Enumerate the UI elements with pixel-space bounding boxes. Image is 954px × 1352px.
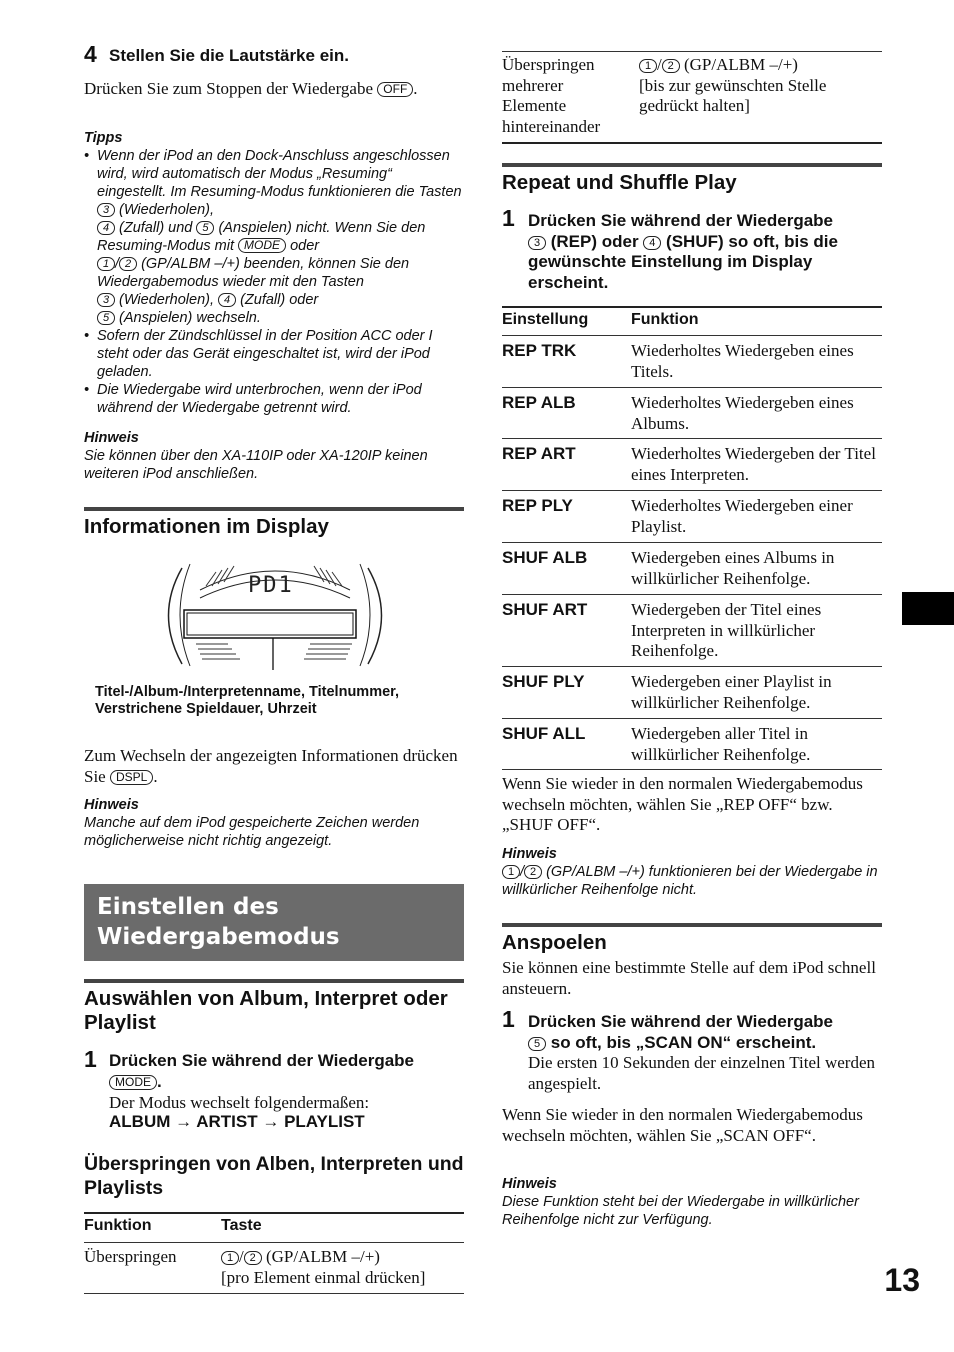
arrow-icon: →	[262, 1112, 280, 1131]
key-1: 1	[97, 257, 115, 271]
section-tab	[902, 592, 954, 625]
setting-cell: SHUF ART	[502, 600, 588, 619]
repeat-after-text: Wenn Sie wieder in den normalen Wiedergabemodus wechseln möchten, wählen Sie „REP OFF“ bzw. „SHUF OFF“.	[502, 774, 863, 834]
seq-album: ALBUM	[109, 1112, 171, 1131]
tip-text: Wenn der iPod an den Dock-Anschluss angeschlossen wird, wird automatisch der Modus „Resuming“ eingestellt. Im Resuming-Modus funktionieren die Tasten	[97, 148, 462, 200]
tip-text: Sofern der Zündschlüssel in der Position ACC oder I steht oder das Gerät eingeschaltet ist, wird der iPod geladen.	[97, 328, 433, 380]
tip-text: (Zufall) und	[119, 220, 193, 236]
note-label: Hinweis	[502, 846, 557, 862]
step-title: Stellen Sie die Lautstärke ein.	[109, 46, 349, 65]
skip-func: Überspringen	[84, 1247, 177, 1266]
display-text-paragraph: Zum Wechseln der angezeigten Informationen drücken Sie DSPL .	[84, 746, 458, 786]
section-rule	[502, 923, 882, 927]
seq-artist: ARTIST	[196, 1112, 258, 1131]
table-row	[502, 542, 882, 594]
skip-multi-text: (GP/ALBM –/+)	[683, 55, 798, 74]
table-row	[502, 490, 882, 542]
banner-line-2: Wiedergabemodus	[97, 924, 340, 950]
tips-list	[84, 147, 464, 417]
key-2: 2	[244, 1251, 262, 1265]
step-title	[528, 211, 882, 293]
skip-multi-func: Überspringen mehrerer Elemente hintereinander	[502, 55, 601, 136]
key-5: 5	[196, 221, 214, 235]
section-title-album: Auswählen von Album, Interpret oder Playlist	[84, 987, 448, 1034]
skip-multi-text2: [bis zur gewünschten Stelle gedrückt halten]	[639, 75, 827, 115]
skip-key-text: (GP/ALBM –/+)	[265, 1247, 380, 1266]
setting-cell: SHUF ALB	[502, 548, 588, 567]
setting-cell: SHUF ALL	[502, 724, 586, 743]
skip-multi-key: 1 / 2 (GP/ALBM –/+) [bis zur gewünschten Stelle gedrückt halten]	[639, 55, 827, 115]
banner-line-1: Einstellen des	[97, 894, 279, 920]
off-key: OFF	[377, 82, 413, 97]
tips-label: Tipps	[84, 130, 123, 146]
chapter-banner	[84, 884, 464, 961]
step-text-body: Drücken Sie zum Stoppen der Wiedergabe	[84, 79, 374, 98]
table-row	[502, 438, 882, 490]
step-number: 1	[84, 1046, 97, 1072]
function-cell: Wiedergeben eines Albums in willkürlicher Reihenfolge.	[631, 548, 835, 588]
key-1: 1	[639, 59, 657, 73]
step-text: Drücken Sie während der Wiedergabe	[528, 1012, 833, 1031]
key-1: 1	[502, 865, 520, 879]
skip-key: 1 / 2 (GP/ALBM –/+) [pro Element einmal drücken]	[221, 1247, 426, 1287]
section-rule	[84, 979, 464, 983]
col-header-taste: Taste	[221, 1217, 262, 1234]
setting-cell: REP TRK	[502, 341, 577, 360]
key-4: 4	[218, 293, 236, 307]
section-rule	[502, 163, 882, 167]
table-rule	[84, 1293, 464, 1294]
step-title	[528, 1012, 882, 1053]
page-number: 13	[884, 1262, 920, 1298]
table-bottom-rule	[502, 142, 882, 144]
key-3: 3	[97, 293, 115, 307]
tip-text: (Zufall) oder	[240, 292, 319, 308]
col-header-funktion: Funktion	[84, 1217, 152, 1234]
seq-playlist: PLAYLIST	[284, 1112, 365, 1131]
section-title-display: Informationen im Display	[84, 515, 329, 538]
section-rule	[84, 507, 464, 511]
tip-text: Die Wiedergabe wird unterbrochen, wenn der iPod während der Wiedergabe getrennt wird.	[97, 382, 422, 416]
function-cell: Wiedergeben der Titel eines Interpreten in willkürlicher Reihenfolge.	[631, 600, 822, 660]
note-text: Sie können über den XA-110IP oder XA-120IP keinen weiteren iPod anschließen.	[84, 448, 428, 482]
tip-text: (Anspielen) wechseln.	[119, 310, 261, 326]
step-number: 4	[84, 41, 97, 67]
step-text: (REP) oder	[550, 231, 639, 251]
table-top-rule	[84, 1212, 464, 1214]
table-row	[502, 335, 882, 387]
key-2: 2	[119, 257, 137, 271]
skip-key-text2: [pro Element einmal drücken]	[221, 1267, 426, 1287]
table-rule	[502, 51, 882, 52]
key-4: 4	[97, 221, 115, 235]
function-cell: Wiederholtes Wiedergeben eines Titels.	[631, 341, 854, 381]
step-text: (SHUF) so oft, bis die gewünschte Einstellung im Display erscheint.	[528, 231, 838, 292]
note-text: 1 / 2 (GP/ALBM –/+) funktionieren bei der Wiedergabe in willkürlicher Reihenfolge nicht.	[502, 864, 878, 898]
table-rule	[84, 1242, 464, 1243]
tip-text: (Wiederholen),	[119, 202, 214, 218]
step-title: Drücken Sie während der Wiedergabe MODE .	[109, 1051, 414, 1091]
key-1: 1	[221, 1251, 239, 1265]
step-title-text: Drücken Sie während der Wiedergabe	[109, 1051, 414, 1070]
table-top-rule	[502, 306, 882, 308]
step-number: 1	[502, 1006, 515, 1032]
function-cell: Wiederholtes Wiedergeben der Titel eines Interpreten.	[631, 444, 876, 484]
step-text: so oft, bis „SCAN ON“ erscheint.	[550, 1032, 817, 1052]
function-cell: Wiedergeben aller Titel in willkürlicher Reihenfolge.	[631, 724, 811, 764]
function-cell: Wiedergeben einer Playlist in willkürlicher Reihenfolge.	[631, 672, 832, 712]
section-title-scan: Anspoelen	[502, 931, 607, 954]
step-text: Drücken Sie zum Stoppen der Wiedergabe OFF .	[84, 79, 418, 98]
table-row	[502, 666, 882, 718]
tip-item: • Wenn der iPod an den Dock-Anschluss angeschlossen wird, wird automatisch der Modus „Resuming“ eingestellt. Im Resuming-Modus funktionieren die Tasten 3 (Wiederholen), 4 (Zufall) und 5 (Anspielen) nicht. Wenn Sie den Resuming-Modus mit MODE oder 1 / 2 (GP/ALBM –/+) beenden, können Sie den Wiedergabemodus wieder mit den Tasten 3 (Wiederholen), 4 (Zufall) oder 5 (Anspielen) wechseln.	[84, 147, 464, 327]
setting-cell: REP ART	[502, 444, 576, 463]
display-illustration	[160, 560, 390, 670]
note-text: Diese Funktion steht bei der Wiedergabe in willkürlicher Reihenfolge nicht zur Verfügung.	[502, 1194, 859, 1228]
step-number: 1	[502, 205, 515, 231]
table-row	[502, 718, 882, 770]
arrow-icon: →	[175, 1112, 193, 1131]
table-row	[502, 594, 882, 666]
tip-text: oder	[290, 238, 320, 254]
key-3: 3	[97, 203, 115, 217]
display-text: PD1	[248, 573, 294, 598]
display-paragraph-body: Zum Wechseln der angezeigten Informationen drücken Sie	[84, 746, 458, 786]
table-row	[502, 387, 882, 438]
dspl-key: DSPL	[110, 770, 153, 785]
tip-item	[84, 327, 464, 381]
tip-text: (Wiederholen),	[119, 292, 214, 308]
step-text: Drücken Sie während der Wiedergabe	[528, 211, 833, 230]
function-cell: Wiederholtes Wiedergeben einer Playlist.	[631, 496, 853, 536]
setting-cell: SHUF PLY	[502, 672, 585, 691]
key-5: 5	[528, 1037, 546, 1051]
col-header-funktion: Funktion	[631, 311, 699, 328]
note-label: Hinweis	[84, 797, 139, 813]
key-3: 3	[528, 236, 546, 250]
key-2: 2	[662, 59, 680, 73]
tip-text: (Anspielen) nicht. Wenn Sie den Resuming-Modus mit	[97, 220, 426, 254]
setting-cell: REP ALB	[502, 393, 576, 412]
display-caption: Titel-/Album-/Interpretenname, Titelnummer, Verstrichene Spieldauer, Uhrzeit	[95, 684, 400, 717]
note-label: Hinweis	[502, 1176, 557, 1192]
key-4: 4	[643, 236, 661, 250]
col-header-einstellung: Einstellung	[502, 311, 589, 328]
setting-cell: REP PLY	[502, 496, 573, 515]
mode-text: Der Modus wechselt folgendermaßen:	[109, 1093, 370, 1112]
key-5: 5	[97, 311, 115, 325]
tip-text: (GP/ALBM –/+) beenden, können Sie den Wiedergabemodus wieder mit den Tasten	[97, 256, 410, 290]
key-2: 2	[524, 865, 542, 879]
function-cell: Wiederholtes Wiedergeben eines Albums.	[631, 393, 854, 433]
scan-intro: Sie können eine bestimmte Stelle auf dem iPod schnell ansteuern.	[502, 958, 876, 998]
mode-table	[502, 335, 882, 770]
mode-sequence	[109, 1112, 365, 1132]
mode-key: MODE	[238, 238, 286, 253]
section-title-skip: Überspringen von Alben, Interpreten und Playlists	[84, 1153, 464, 1199]
tip-item	[84, 381, 464, 417]
note-body: (GP/ALBM –/+) funktionieren bei der Wiedergabe in willkürlicher Reihenfolge nicht.	[502, 864, 878, 898]
scan-detail: Die ersten 10 Sekunden der einzelnen Titel werden angespielt.	[528, 1053, 875, 1093]
note-text: Manche auf dem iPod gespeicherte Zeichen werden möglicherweise nicht richtig angezeigt.	[84, 815, 420, 849]
scan-after-text: Wenn Sie wieder in den normalen Wiedergabemodus wechseln möchten, wählen Sie „SCAN OFF“.	[502, 1105, 863, 1145]
note-label: Hinweis	[84, 430, 139, 446]
mode-key: MODE	[109, 1075, 157, 1090]
section-title-repeat: Repeat und Shuffle Play	[502, 171, 737, 194]
